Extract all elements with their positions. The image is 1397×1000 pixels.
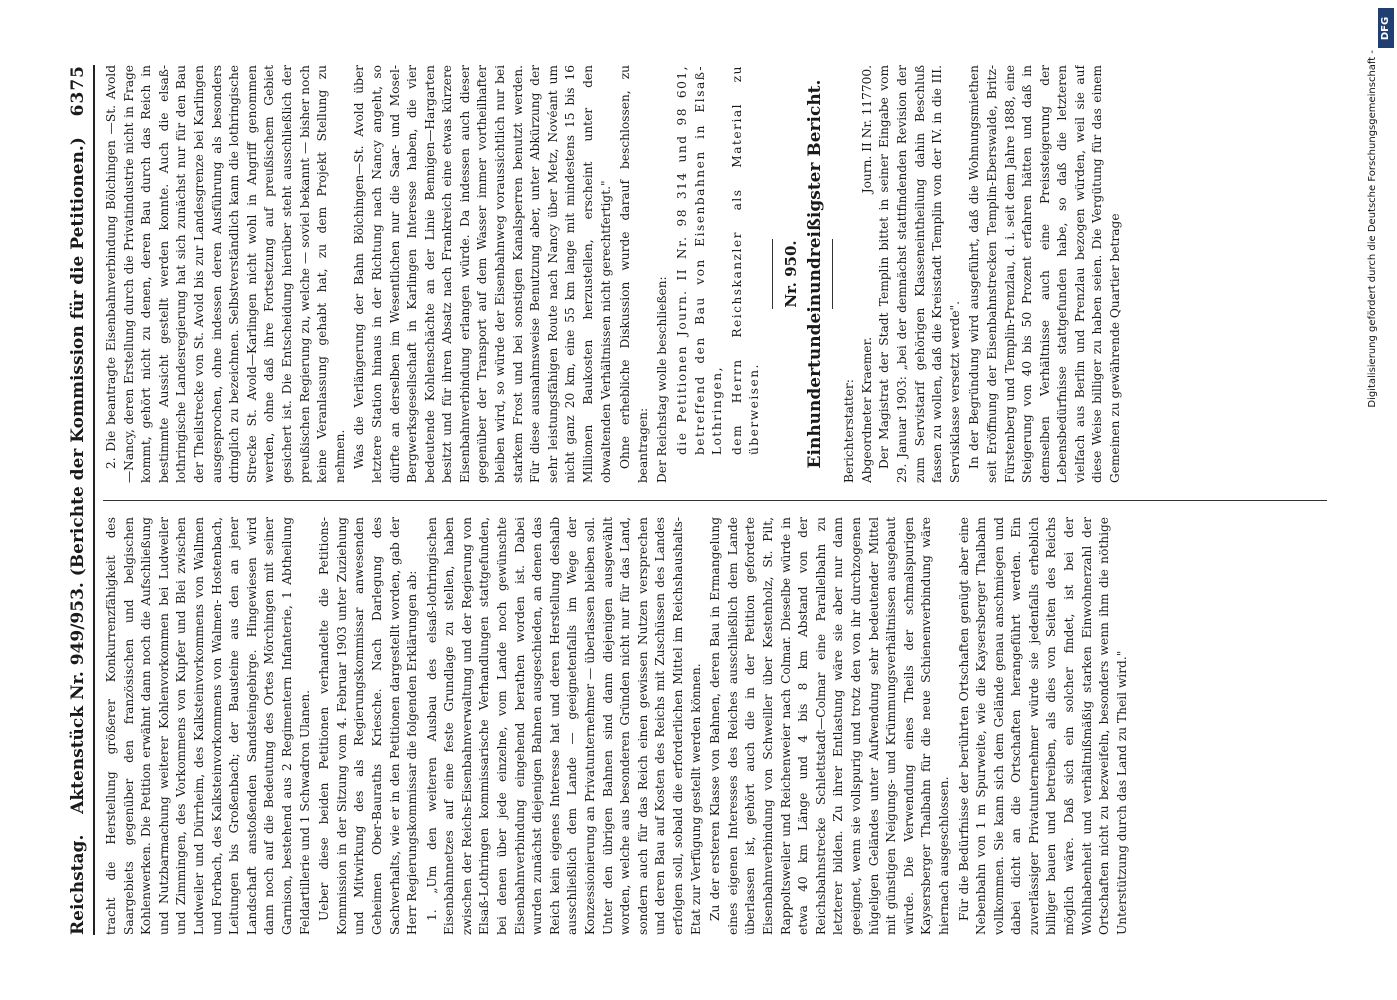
report-title: Einhundertundeinundreißigster Bericht. bbox=[804, 79, 825, 469]
dfg-logo bbox=[1378, 8, 1394, 48]
report-number: Nr. 950. bbox=[781, 240, 800, 308]
rotated-page bbox=[63, 65, 1333, 935]
motion-petitions: die Petitionen Journ. II Nr. 98 314 und 98 601, betreffend den Bau von Eisenbahnen in Elsaß-Lothringen, bbox=[675, 65, 725, 455]
column-divider bbox=[103, 500, 1327, 501]
reporter-name: Abgeordneter Kraemer. bbox=[859, 337, 874, 483]
digitization-credit: Digitalisierung gefördert durch die Deutsche Forschungsgemeinschaft - bbox=[1366, 50, 1378, 408]
title-rule bbox=[832, 239, 833, 309]
right-column bbox=[103, 65, 1333, 483]
head-left: Reichstag. bbox=[68, 834, 88, 935]
left-paragraph-1: tracht die Herstellung größerer Konkurrenzfähigkeit des Saargebiets gegenüber den französischen und belgischen Kohlenwerken. Die Petition erwähnt dann noch die Aufschließung und Nutzbarmachung weiterer Kohlenvorkommen bei Ludweiler und Zimmingen, des Vorkommens von Kupfer und Blei zwischen Ludweiler und Dürrheim, des Kalksteinvorkommens von Wallmen und Forbach, des Kalksteinvorkommens von Walmen- Hostenbach, Leitungen bis Großenbach; der Bausteine aus den an jener Landschaft anstoßenden Sandsteingebirge. Hingewiesen wird dann noch auf die Bedeutung des Ortes Mörchingen mit seiner Garnison, bestehend aus 2 Regimentern Infanterie, 1 Abtheilung Feldartillerie und 1 Schwadron Ulanen. bbox=[104, 517, 312, 935]
journal-number: Journ. II Nr. 117700. bbox=[859, 65, 874, 194]
right-paragraph-8: In der Begründung wird ausgeführt, daß die Wohnungsmiethen seit Eröffnung der Eisenbahnstrecken Templin-Eberswalde, Britz-Fürstenberg und Templin-Prenzlau, d. i. seit dem Jahre 1888, eine Steigerung von 40 bis 50 Prozent erfahren hätten und daß in demselben Verhältnisse auch eine Preissteigerung der Lebensbedürfnisse stattgefunden habe, so daß die letzteren vielfach aus Berlin und Prenzlau bezogen würden, weil sie auf diese Weise billiger zu haben seien. Die Vergütung für das einem Gemeinen zu gewährende Quartier betrage bbox=[967, 65, 1123, 483]
right-paragraph-3: Ohne erhebliche Diskussion wurde darauf beschlossen, zu beantragen: bbox=[618, 65, 650, 483]
reporter-label: Berichterstatter: bbox=[842, 379, 857, 483]
page-number: 6375 bbox=[68, 65, 88, 117]
motion-decision: dem Herrn Reichskanzler als Material zu überweisen. bbox=[729, 65, 762, 455]
section-rule bbox=[772, 239, 773, 309]
dfg-logo-text: DFG bbox=[1380, 16, 1392, 40]
right-paragraph-1: 2. Die beantragte Eisenbahnverbindung Bölchingen —St. Avold—Nancy, deren Erstellung durch die Privatindustrie nicht in Frage kommt, gehört nicht zu denen, deren Bau durch das Reich in bestimmte Aussicht gestellt werden konnte. Auch die elsaß-lothringische Landesregierung hat sich zunächst nur für den Bau der Theilstrecke von St. Avold bis zur Landesgrenze bei Karlingen ausgesprochen, ohne indessen deren Ausführung als besonders dringlich zu bezeichnen. Selbstverständlich kann die lothringische Strecke St. Avold—Karlingen nicht wohl in Angriff genommen werden, ohne daß ihre Fortsetzung auf preußischem Gebiet gesichert ist. Die Entscheidung hierüber steht ausschließlich der preußischen Regierung zu, welche — soviel bekannt — bisher noch keine Veranlassung gehabt hat, zu dem Projekt Stellung zu nehmen. bbox=[104, 65, 347, 483]
left-paragraph-5: Für die Bedürfnisse der berührten Ortschaften genügt aber eine Nebenbahn von 1 m Spurweite, wie die Kaysersberger Thalbahn vollkommen. Sie kann sich dem Gelände genau anschmiegen und dabei dicht an die Ortschaften herangeführt werden. Ein zuverlässiger Privatunternehmer würde sie jedenfalls erheblich billiger bauen und betreiben, als dies von Seiten des Reichs möglich wäre. Daß sich ein solcher findet, ist bei der Wohlhabenheit und verhältnißmäßig starken Einwohnerzahl der Ortschaften nicht zu bezweifeln, besonders wenn ihm die nöthige Unterstützung durch das Land zu Theil wird." bbox=[956, 517, 1129, 935]
left-paragraph-2: Ueber diese beiden Petitionen verhandelte die Petitions-Kommission in der Sitzung vom 4. Februar 1903 unter Zuziehung und Mitwirkung des als Regierungskommissar anwesenden Geheimen Ober-Bauraths Kriesche. Nach Darlegung des Sachverhalts, wie er in den Petitionen dargestellt worden, gab der Herr Regierungskommissar die folgenden Erklärungen ab: bbox=[317, 517, 420, 935]
left-column bbox=[103, 517, 1333, 935]
right-paragraph-2: Was die Verlängerung der Bahn Bölchingen—St. Avold über letztere Station hinaus in der Richtung nach Nancy angeht, so dürfte an derselben im Wesentlichen nur die Saar- und Mosel-Bergwerksgesellschaft in Karlingen Interesse haben, die vier bedeutende Kohlenschächte an der Linie Bennigen—Hargarten besitzt und für ihren Absatz nach Frankreich eine etwas kürzere Eisenbahnverbindung erlangen würde. Da indessen auch dieser gegenüber der Transport auf dem Wasser immer vortheilhafter bleiben wird, so würde der Eisenbahnweg voraussichtlich nur bei starkem Frost und bei sonstigen Kanalsperren benutzt werden. Für diese ausnahmsweise Benutzung aber, unter Abkürzung der sehr leistungsfähigen Route nach Nancy über Metz, Novéant um nicht ganz 20 km, eine 55 km lange mit mindestens 15 bis 16 Millionen Baukosten herzustellen, erscheint unter den obwaltenden Verhältnissen nicht gerechtfertigt." bbox=[352, 65, 613, 483]
left-paragraph-4: Zu der ersteren Klasse von Bahnen, deren Bau in Ermangelung eines eigenen Interesses des Reiches ausschließlich dem Lande überlassen ist, gehört auch die in der Petition geforderte Eisenbahnverbindung von Schweiller über Kestenholz, St. Pilt, Rappoltsweiler und Reichenweier nach Colmar. Dieselbe würde in etwa 40 km Länge und 4 bis 8 km Abstand von der Reichsbahnstrecke Schlettstadt—Colmar eine Parallelbahn zu letzterer bilden. Zu ihrer Entlastung wäre sie aber nur dann geeignet, wenn sie vollspurig und trotz den von ihr durchzogenen hügeligen Geländes unter Aufwendung sehr bedeutender Mittel mit günstigen Neigungs- und Krümmungsverhältnissen ausgebaut würde. Die Verwendung eines Theils der schmalspurigen Kaysersberger Thalbahn für die neue Schienenverbindung wäre hiernach ausgeschlossen. bbox=[708, 517, 951, 935]
left-paragraph-3: 1. „Um den weiteren Ausbau des elsaß-lothringischen Eisenbahnnetzes auf eine feste Grundlage zu stellen, haben zwischen der Reichs-Eisenbahnverwaltung und der Regierung von Elsaß-Lothringen kommissarische Verhandlungen stattgefunden, bei denen über jede einzelne, vom Lande noch gewünschte Eisenbahnverbindung eingehend berathen worden ist. Dabei wurden zunächst diejenigen Bahnen ausgeschieden, an denen das Reich kein eigenes Interesse hat und deren Herstellung deshalb ausschließlich dem Lande — geeignetenfalls im Wege der Konzessionierung an Privatunternehmer — überlassen bleiben soll. Unter den übrigen Bahnen sind dann diejenigen ausgewählt worden, welche aus besonderen Gründen nicht nur für das Land, sondern auch für das Reich einen gewissen Nutzen versprechen und deren Bau auf Kosten des Reichs mit Zuschüssen des Landes erfolgen soll, sobald die erforderlichen Mittel im Reichshaushalts-Etat zur Verfügung gestellt werden können. bbox=[424, 517, 703, 935]
motion-intro: Der Reichstag wolle beschließen: bbox=[655, 276, 670, 483]
head-title: Aktenstück Nr. 949/953. (Berichte der Kommission für die Petitionen.) bbox=[68, 137, 88, 814]
reporter-line bbox=[859, 65, 877, 483]
running-head bbox=[63, 65, 95, 935]
right-paragraph-7: Der Magistrat der Stadt Templin bittet in seiner Eingabe vom 29. Januar 1903: „bei der demnächst stattfindenden Revision der zum Servistarif gehörigen Klasseneintheilung dahin Beschluß fassen zu wollen, daß die Kreisstadt Templin von der IV. in die III. Servisklasse versetzt werde". bbox=[877, 65, 962, 483]
